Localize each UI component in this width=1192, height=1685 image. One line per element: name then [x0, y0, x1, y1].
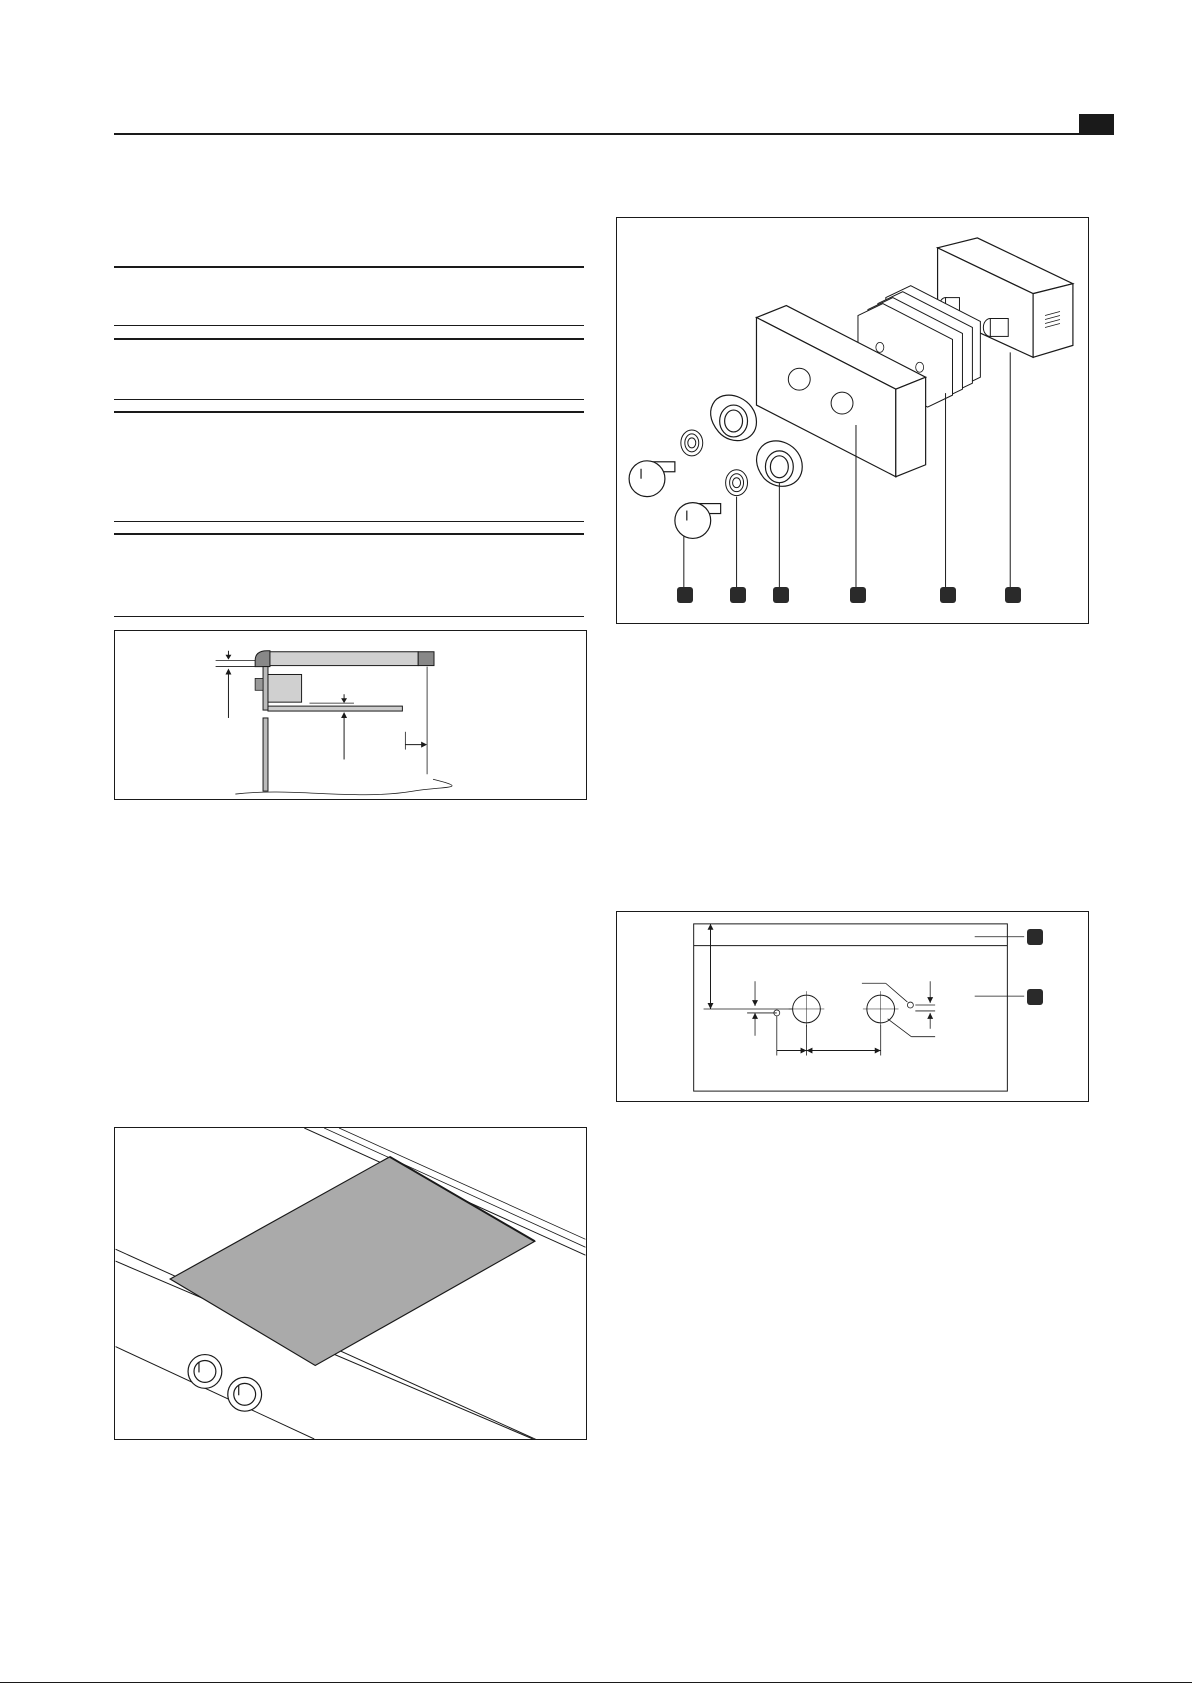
exploded-assembly-drawing	[617, 218, 1088, 623]
callout-1	[677, 587, 693, 603]
table-rule	[114, 616, 584, 617]
table-rule	[114, 533, 584, 535]
table-rule	[114, 521, 584, 522]
installed-view-figure	[114, 1127, 587, 1440]
callout-4	[850, 587, 866, 603]
table-rule	[114, 411, 584, 413]
table-rule	[114, 266, 584, 268]
template-callout-2	[1027, 989, 1043, 1005]
table-rule	[114, 338, 584, 340]
callout-6	[1005, 587, 1021, 603]
callout-5	[940, 587, 956, 603]
page-tab-marker	[1079, 114, 1114, 135]
callout-3	[773, 587, 789, 603]
drill-template-drawing	[617, 912, 1088, 1101]
header-rule	[114, 133, 1079, 135]
table-rule	[114, 399, 584, 400]
installed-view-drawing	[115, 1128, 586, 1439]
template-callout-1	[1027, 929, 1043, 945]
table-rule	[114, 325, 584, 326]
drill-template-figure	[616, 911, 1089, 1102]
cutout-section-figure	[114, 630, 587, 800]
exploded-assembly-figure	[616, 217, 1089, 624]
callout-2	[730, 587, 746, 603]
cutout-section-drawing	[115, 631, 586, 799]
footer-rule	[0, 1682, 1192, 1683]
